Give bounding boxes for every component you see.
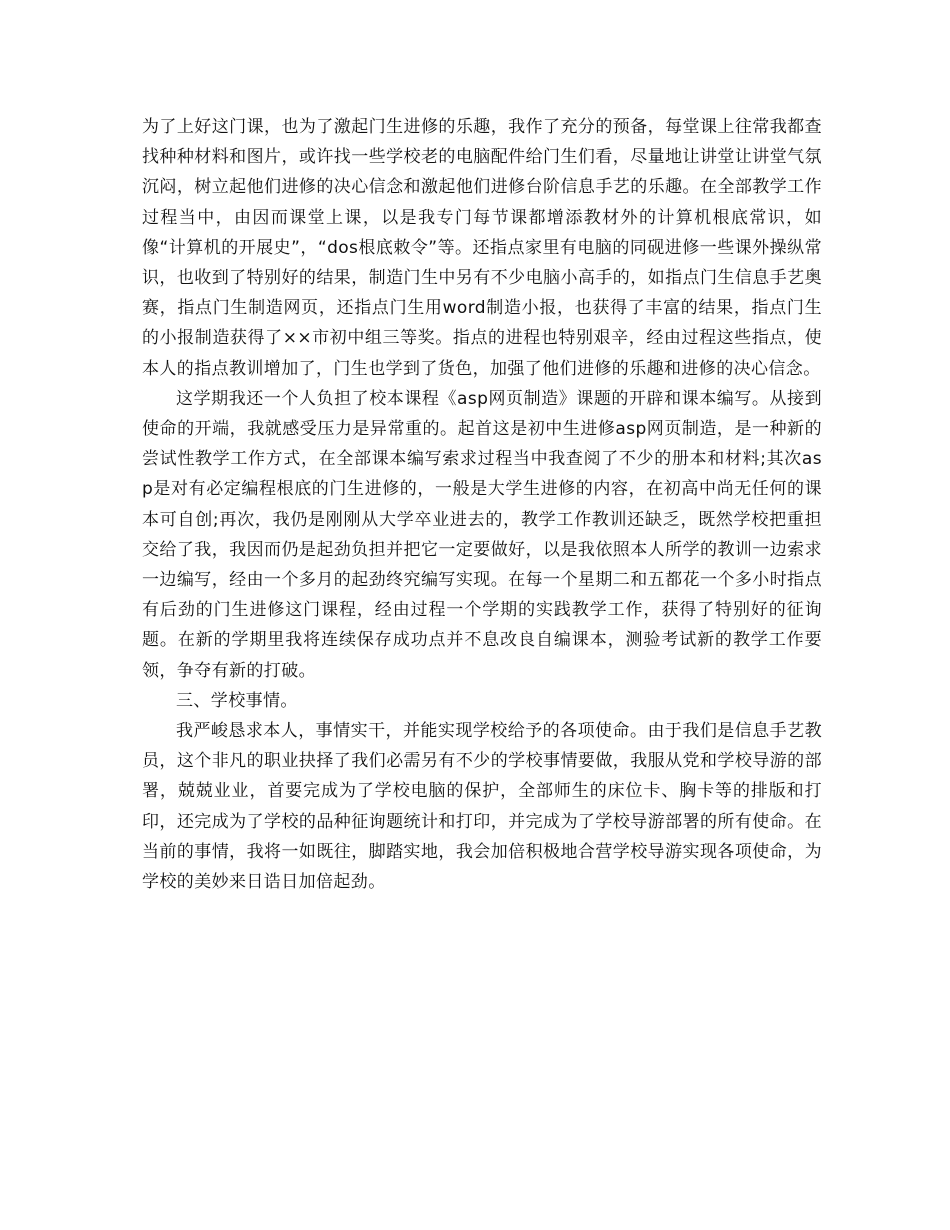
section-heading-school-work: 三、学校事情。 [176, 690, 298, 711]
paragraph-school-work: 我严峻恳求本人，事情实干，并能实现学校给予的各项使命。由于我们是信息手艺教员，这个非凡的职业抉择了我们必需另有不少的学校事情要做，我服从党和学校导游的部署，兢兢业业，首要完成为了学校电脑的保护，全部师生的床位卡、胸卡等的排版和打印，还完成为了学校的品种征询题统计和打印，并完成为了学校导游部署的所有使命。在当前的事情，我将一如既往，脚踏实地，我会加倍积极地合营学校导游实现各项使命，为学校的美妙来日诰日加倍起劲。 [142, 721, 822, 893]
paragraph-course-preparation: 为了上好这门课，也为了激起门生进修的乐趣，我作了充分的预备，每堂课上往常我都查找种种材料和图片，或许找一些学校老的电脑配件给门生们看，尽量地让讲堂让讲堂气氛沉闷，树立起他们进修的决心信念和激起他们进修台阶信息手艺的乐趣。在全部教学工作过程当中，由因而课堂上课，以是我专门每节课都增添教材外的计算机根底常识，如像“计算机的开展史”，“dos根底敕令”等。还指点家里有电脑的同砚进修一些课外操纵常识，也收到了特别好的结果，制造门生中另有不少电脑小高手的，如指点门生信息手艺奥赛，指点门生制造网页，还指点门生用word制造小报，也获得了丰富的结果，指点门生的小报制造获得了××市初中组三等奖。指点的进程也特别艰辛，经由过程这些指点，使本人的指点教训增加了，门生也学到了货色，加强了他们进修的乐趣和进修的决心信念。 [142, 117, 822, 379]
paragraph-school-curriculum: 这学期我还一个人负担了校本课程《asp网页制造》课题的开辟和课本编写。从接到使命的开端，我就感受压力是异常重的。起首这是初中生进修asp网页制造，是一种新的尝试性教学工作方式，在全部课本编写索求过程当中我查阅了不少的册本和材料;其次asp是对有必定编程根底的门生进修的，一般是大学生进修的内容，在初高中尚无任何的课本可自创;再次，我仍是刚刚从大学卒业进去的，教学工作教训还缺乏，既然学校把重担交给了我，我因而仍是起劲负担并把它一定要做好，以是我依照本人所学的教训一边索求一边编写，经由一个多月的起劲终究编写实现。在每一个星期二和五都花一个多小时指点有后劲的门生进修这门课程，经由过程一个学期的实践教学工作，获得了特别好的征询题。在新的学期里我将连续保存成功点并不息改良自编课本，测验考试新的教学工作要领，争夺有新的打破。 [142, 388, 822, 681]
document-body [142, 112, 822, 897]
